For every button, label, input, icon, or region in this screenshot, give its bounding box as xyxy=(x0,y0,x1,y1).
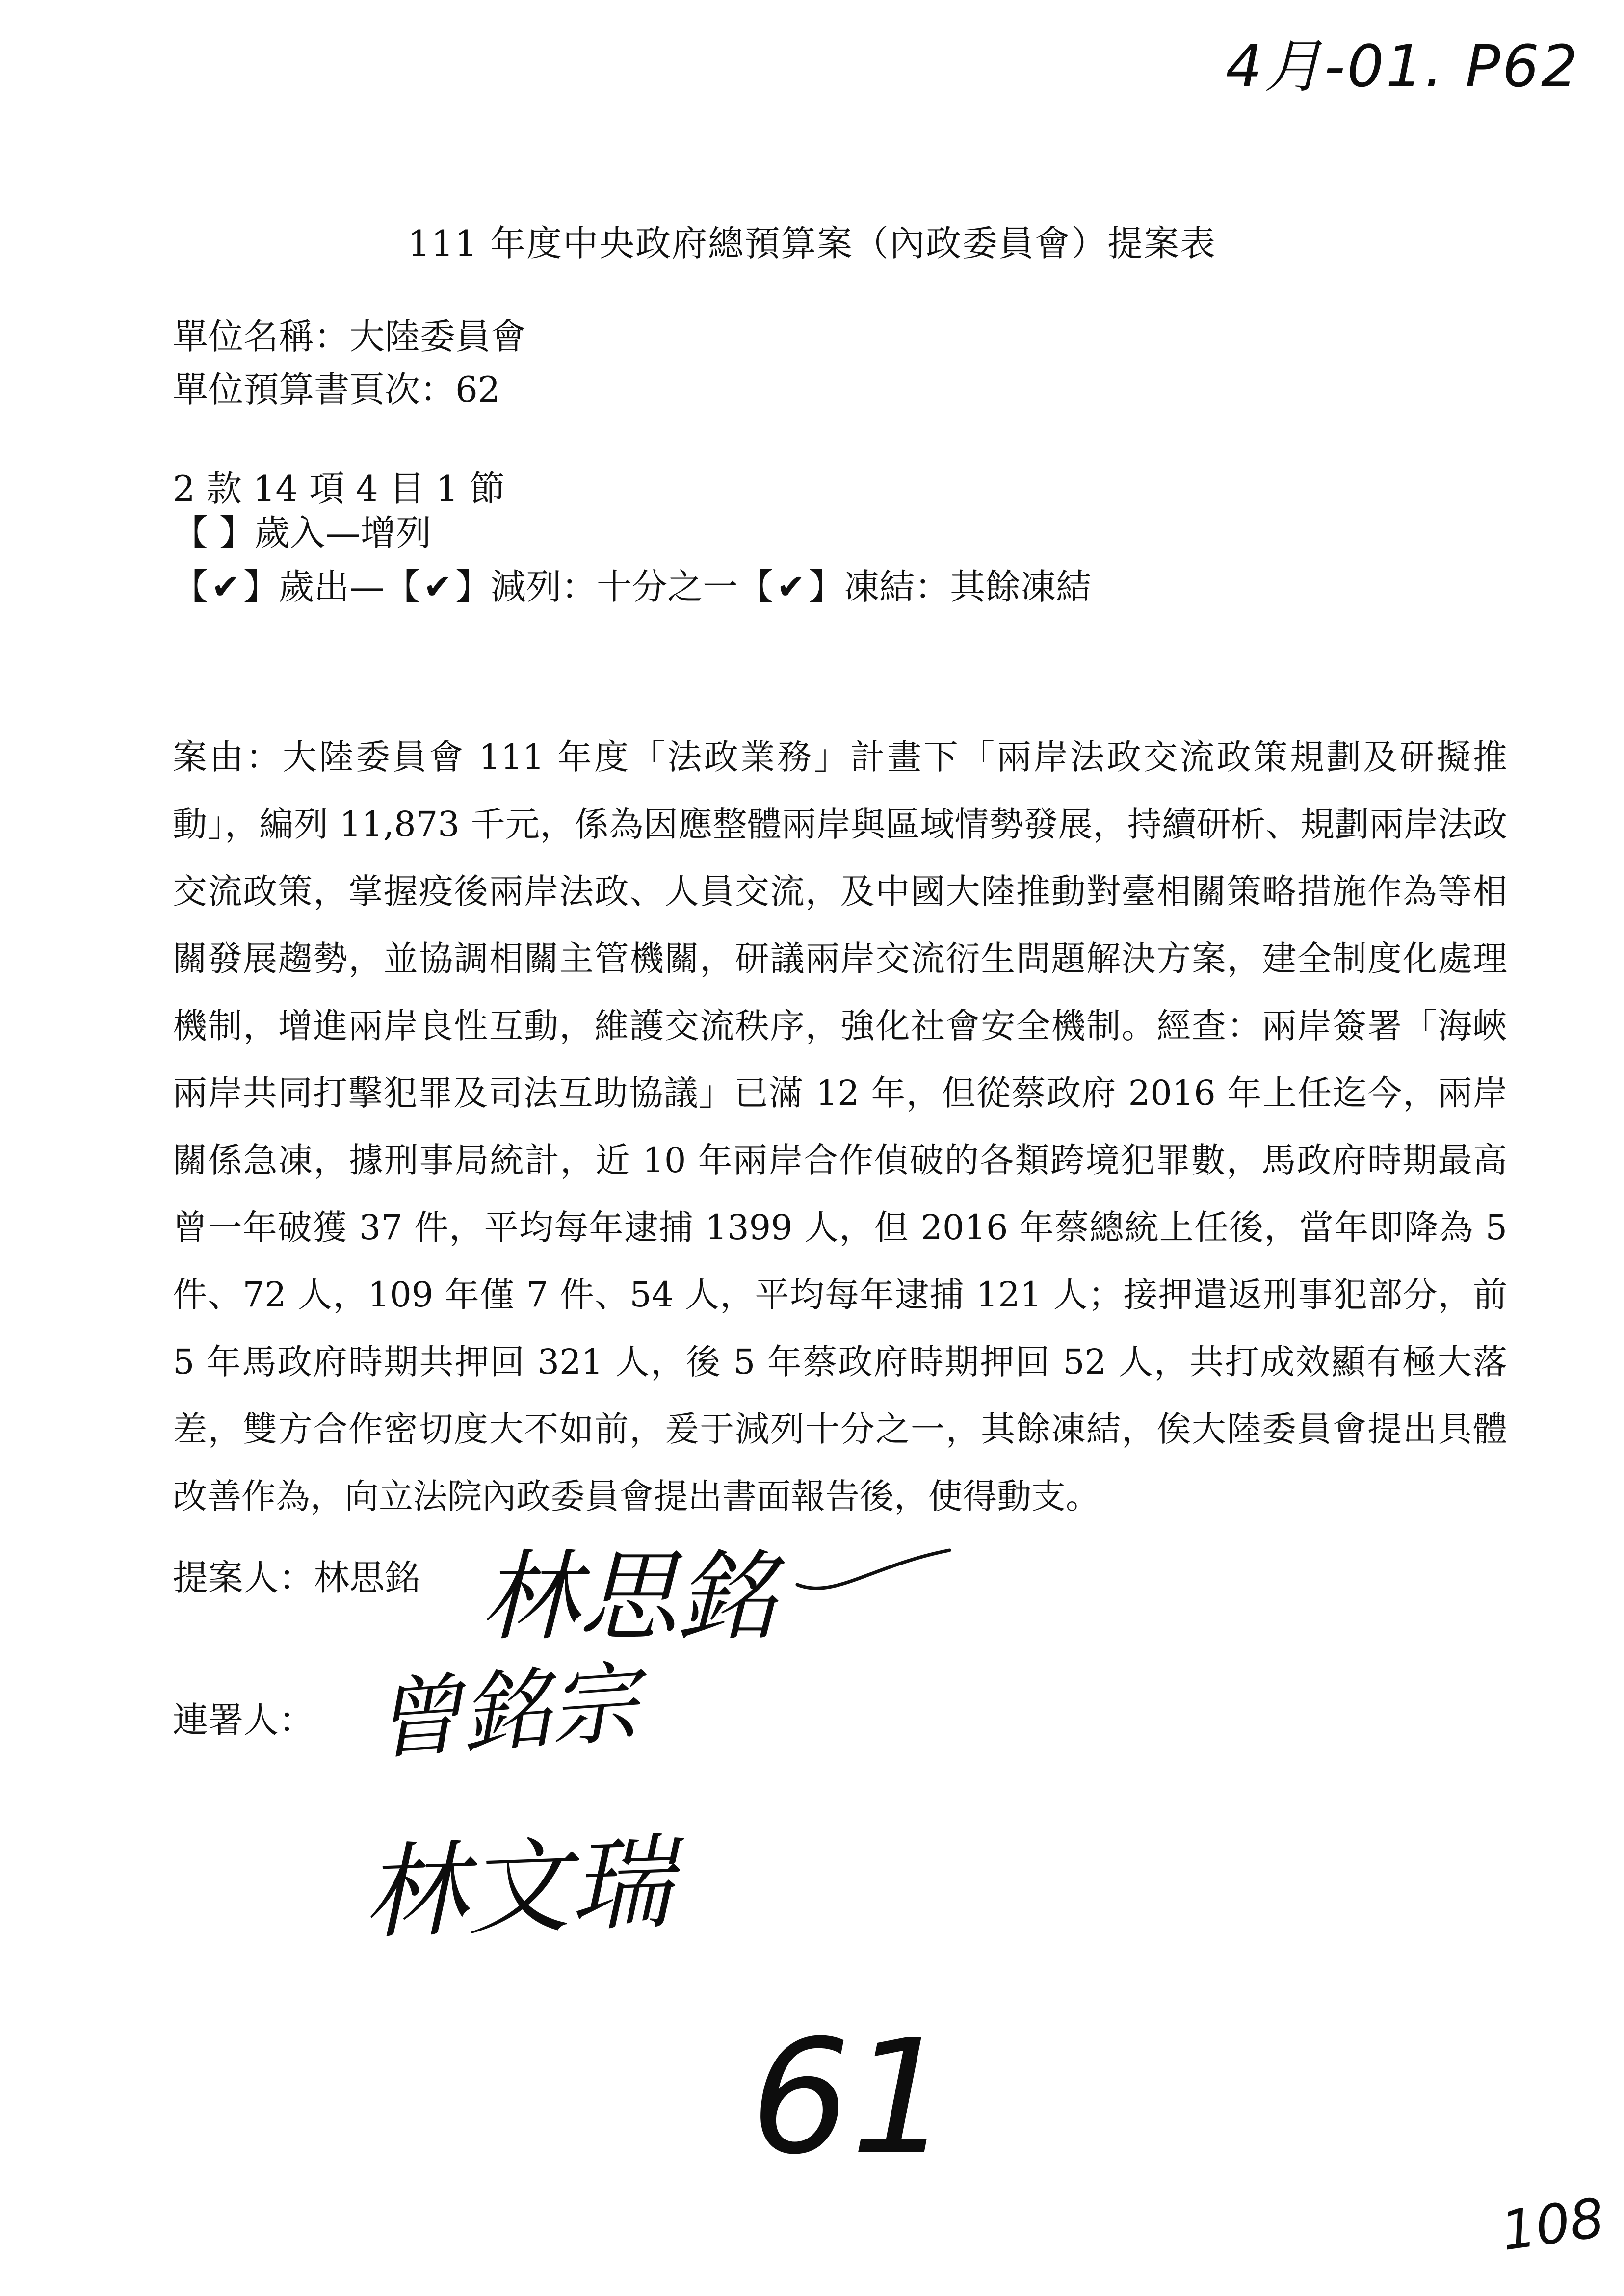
unit-name: 單位名稱：大陸委員會 xyxy=(173,316,526,357)
unit-budget-page: 單位預算書頁次：62 xyxy=(173,369,500,410)
cosigner-label: 連署人： xyxy=(173,1699,314,1741)
freeze-label: 凍結：其餘凍結 xyxy=(844,566,1092,607)
check-mark-icon: ✔ xyxy=(776,567,806,607)
check-mark-icon: ✔ xyxy=(211,567,240,607)
section-code: 2 款 14 項 4 目 1 節 xyxy=(173,468,505,509)
expense-line xyxy=(173,566,1092,607)
sheet-number: 108 xyxy=(1497,2186,1608,2263)
proposer-label: 提案人：林思銘 xyxy=(173,1557,420,1598)
reduce-label: 減列：十分之一 xyxy=(491,566,738,607)
reduce-checkbox: 【 ✔ 】 xyxy=(385,566,491,607)
signature-stroke-icon xyxy=(795,1531,952,1604)
handwritten-page-number: 61 xyxy=(751,2007,951,2189)
cosigner-signature-1: 曾銘宗 xyxy=(370,1651,642,1773)
proposer-signature: 林思銘 xyxy=(481,1540,776,1654)
freeze-checkbox: 【 ✔ 】 xyxy=(738,566,844,607)
expense-checkbox: 【 ✔ 】 xyxy=(173,566,279,607)
handwritten-corner-note: 4月-01. P62 xyxy=(1225,32,1580,100)
expense-label: 歲出— xyxy=(279,566,385,607)
reason-paragraph: 案由：大陸委員會 111 年度「法政業務」計畫下「兩岸法政交流政策規劃及研擬推動」，編列 11,873 千元，係為因應整體兩岸與區域情勢發展，持續研析、規劃兩岸法政交流政策，掌握疫後兩岸法政、人員交流，及中國大陸推動對臺相關策略措施作為等相關發展趨勢，並協調相關主管機關，研議兩岸交流衍生問題解決方案，建全制度化處理機制，增進兩岸良性互動，維護交流秩序，強化社會安全機制。經查：兩岸簽署「海峽兩岸共同打擊犯罪及司法互助協議」已滿 12 年，但從蔡政府 2016 年上任迄今，兩岸關係急凍，據刑事局統計，近 10 年兩岸合作偵破的各類跨境犯罪數，馬政府時期最高曾一年破獲 37 件，平均每年逮捕 1399 人，但 2016 年蔡總統上任後，當年即降為 5 件、72 人，109 年僅 7 件、54 人，平均每年逮捕 121 人；接押遣返刑事犯部分，前 5 年馬政府時期共押回 321 人，後 5 年蔡政府時期押回 52 人，共打成效顯有極大落差，雙方合作密切度大不如前，爰于減列十分之一，其餘凍結，俟大陸委員會提出具體改善作為，向立法院內政委員會提出書面報告後，使得動支。 xyxy=(173,737,1507,1516)
cosigner-signature-2: 林文瑞 xyxy=(361,1823,675,1954)
check-mark-icon: ✔ xyxy=(423,567,452,607)
document-title: 111 年度中央政府總預算案（內政委員會）提案表 xyxy=(407,223,1217,264)
revenue-line: 【 】歲入—增列 xyxy=(173,512,431,553)
